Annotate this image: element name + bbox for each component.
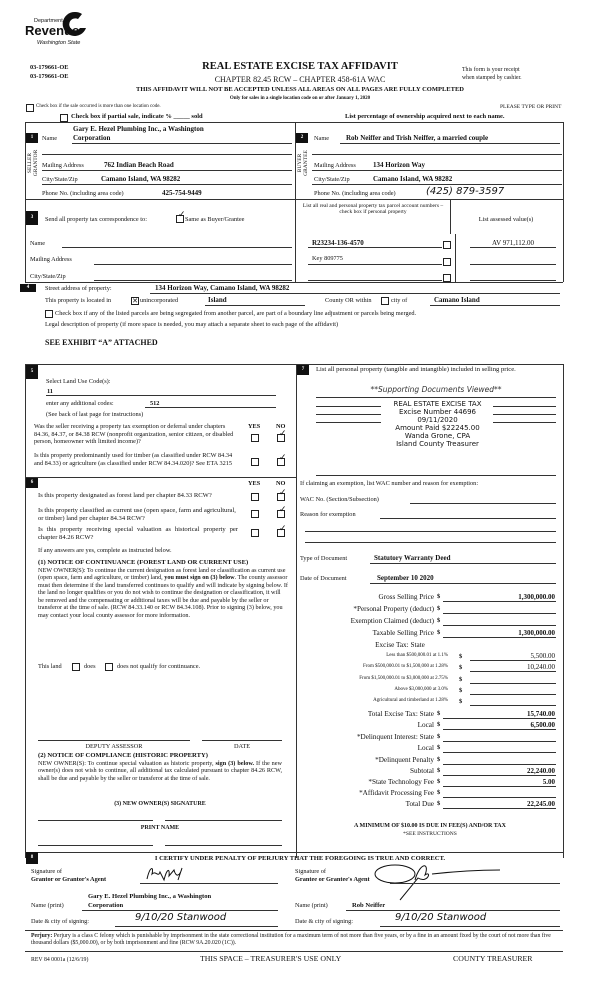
grantee-date-city[interactable]: 9/10/20 Stanwood [395,912,487,923]
tax-line [443,741,556,742]
personal-property-checkbox[interactable] [443,241,451,249]
tax-line [470,671,556,672]
doc-date[interactable]: September 10 2020 [377,574,434,582]
tax-line [443,797,556,798]
tax-rate-label: From $500,000.01 to $1,500,000 at 1.28% [363,664,448,670]
currency-sign: $ [437,710,441,717]
currency-sign: $ [437,744,441,751]
same-as-buyer-label: Same as Buyer/Grantee [185,216,245,223]
name-label: Name [42,135,58,142]
deputy-assessor-label: DEPUTY ASSESSOR [85,743,143,750]
tax-line [443,625,556,626]
parcel-number[interactable]: R23234-136-4570 [312,239,364,247]
city-checkbox[interactable] [381,297,389,305]
yes-header: YES [248,480,261,487]
city-of-label: city of [391,297,408,304]
currency-sign: $ [459,698,463,706]
section-number: 5 [26,365,38,379]
doc-type-label: Type of Document [300,555,348,562]
same-as-buyer-checkbox[interactable] [176,215,184,223]
grantee-sig-label: Signature of [295,868,326,875]
tax-row-value[interactable]: 15,740.00 [527,709,555,718]
mailing-label: Mailing Address [42,162,84,169]
doc-date-label: Date of Document [300,575,347,582]
currency-sign: $ [459,653,463,660]
form-id: REV 84 0001a (12/6/19) [31,957,89,963]
section-number: 2 [296,133,308,143]
phone-label: Phone No. (including area code) [42,190,124,197]
tax-row-label: Total Excise Tax: State [367,710,434,718]
treasurer-stamp: REAL ESTATE EXCISE TAX Excise Number 44696 09/11/2020 Amount Paid $22245.00 Wanda Grone, CPA Island County Treasurer [393,400,482,449]
county-or-label: County OR within [325,297,372,304]
treasurer-space-label: THIS SPACE – TREASURER'S USE ONLY [200,954,342,963]
seller-name[interactable]: Gary E. Hezel Plumbing Inc., a Washington [73,125,204,133]
buyer-mailing[interactable]: 134 Horizon Way [373,161,425,169]
name-print-label: Name (print) [295,902,328,909]
logo-dept: Department of [34,18,69,24]
see-instructions-note: *SEE INSTRUCTIONS [403,831,457,837]
page-title: REAL ESTATE EXCISE TAX AFFIDAVIT [202,61,398,72]
tax-rate-value[interactable]: 10,240.00 [527,663,555,672]
section-number: 6 [26,478,38,488]
tax-row-label: *Delinquent Penalty [375,756,434,764]
name-print-label: Name (print) [31,902,64,909]
tax-line [443,808,556,809]
yes-checkbox[interactable] [251,510,259,518]
tax-row-label: *State Technology Fee [368,778,434,786]
tax-row-label: *Affidavit Processing Fee [359,789,434,797]
doc-id: 03-179661-OE [30,64,69,71]
legal-description[interactable]: SEE EXHIBIT “A” ATTACHED [45,338,158,347]
tax-line [470,660,556,661]
buyer-phone[interactable]: (425) 879-3597 [426,186,505,197]
city-label: City/State/Zip [314,176,350,183]
tax-line [443,775,556,776]
tax-row-label: Subtotal [410,767,434,775]
land-use-code[interactable]: 11 [47,388,53,395]
currency-sign: $ [437,605,441,612]
does-checkbox[interactable] [72,663,80,671]
tax-line [443,613,556,614]
tax-line [470,683,556,684]
street-label: Street address of property: [45,285,112,292]
tax-row-value[interactable]: 1,300,000.00 [518,592,555,601]
tax-line [443,764,556,765]
segregated-label: Check box if any of the listed parcels are being segregated from another parcel, are part of a boundary line adjustment or parcels being merged. [55,310,417,317]
tax-rate-value[interactable]: 5,500.00 [530,652,555,660]
seller-side-label: SELLER GRANTOR [27,149,39,177]
grantor-sig-label-2: Grantor or Grantor's Agent [31,876,107,883]
no-checkbox[interactable] [277,493,285,501]
partial-sale-label: Check box if partial sale, indicate % _____ sold [71,113,203,120]
date-label: DATE [233,743,251,750]
notice2-text: NEW OWNER(S): To continue special valuation as historic property, sign (3) below. If the new owner(s) does not wish to continue, all additional tax calculated pursuant to chapter 84.26 RCW, shall be due and payable by the seller or transferor at the time of sale. [38,760,282,782]
property-street[interactable]: 134 Horizon Way, Camano Island, WA 98282 [155,284,290,292]
partial-sale-checkbox[interactable] [60,114,68,122]
grantor-date-city[interactable]: 9/10/20 Stanwood [135,912,227,923]
personal-property-label: List all personal property (tangible and intangible) included in selling price. [316,366,516,373]
doc-id: 03-179661-OE [30,73,69,80]
tax-row-label: Exemption Claimed (deduct) [350,617,434,625]
grantor-name[interactable]: Gary E. Hezel Plumbing Inc., a Washington [88,893,212,900]
if-yes-note: If any answers are yes, complete as instructed below. [38,547,172,554]
currency-sign: $ [437,593,441,600]
tax-line [443,601,556,602]
print-name-label: PRINT NAME [140,825,180,831]
city-value[interactable]: Camano Island [434,296,480,304]
receipt-note: when stamped by cashier. [462,75,522,81]
section-number: 1 [26,133,38,143]
buyer-name[interactable]: Rob Neiffer and Trish Neiffer, a married couple [346,134,489,142]
tax-row-label: *Delinquent Interest: State [356,733,434,741]
logo-revenue: Revenue [25,23,80,38]
please-type-note: PLEASE TYPE OR PRINT [500,104,562,110]
currency-sign: $ [459,675,463,683]
currency-sign: $ [437,733,441,740]
name-label: Name [30,240,46,247]
land-use-label: Select Land Use Code(s): [46,378,111,385]
tax-line [470,694,556,695]
unincorporated-label: unincorporated [140,297,179,304]
currency-sign: $ [459,686,463,694]
grantor-name-2[interactable]: Corporation [88,902,124,909]
currency-sign: $ [437,767,441,774]
tax-row-label: Taxable Selling Price [372,629,434,637]
tax-row-value[interactable]: 6,500.00 [530,720,555,729]
tax-row-label: Local [417,744,434,752]
parcel-number[interactable]: Key 809775 [312,255,343,262]
city-label: City/State/Zip [42,176,78,183]
chapter-line: CHAPTER 82.45 RCW – CHAPTER 458-61A WAC [214,75,386,84]
tax-rate-label: Agricultural and timberland at 1.28% [373,698,448,704]
tax-line [443,718,556,719]
instructions-note: (See back of last page for instructions) [46,411,144,418]
tax-row-label: Gross Selling Price [378,593,434,601]
warning: THIS AFFIDAVIT WILL NOT BE ACCEPTED UNLESS ALL AREAS ON ALL PAGES ARE FULLY COMPLETED [136,86,464,93]
yes-checkbox[interactable] [251,493,259,501]
excise-state-label: Excise Tax: State [375,641,425,649]
mailing-label: Mailing Address [314,162,356,169]
phone-label: Phone No. (including area code) [314,190,396,197]
forest-question: Is this property designated as forest land per chapter 84.33 RCW? [38,492,212,499]
tax-rate-label: Less than $500,000.01 at 1.1% [386,653,448,658]
currency-sign: $ [437,778,441,785]
yes-checkbox[interactable] [251,434,259,442]
tax-rate-label: Above $3,000,000 at 3.0% [394,686,448,692]
tax-row-value[interactable]: 1,300,000.00 [518,628,555,637]
ownership-note: List percentage of ownership acquired next to each name. [345,113,505,120]
seller-city[interactable]: Camano Island, WA 98282 [101,175,181,183]
notice1-title: (1) NOTICE OF CONTINUANCE (FOREST LAND OR CURRENT USE) [38,559,249,566]
tax-row-label: *Personal Property (deduct) [353,605,434,613]
multi-location-checkbox[interactable] [26,104,34,112]
date-city-label: Date & city of signing: [31,918,90,925]
receipt-note: This form is your receipt [462,67,520,73]
date-city-label: Date & city of signing: [295,918,354,925]
currency-sign: $ [437,721,441,728]
tax-line [443,729,556,730]
tax-line [443,752,556,753]
reason-label: Reason for exemption [300,511,356,518]
assessed-header: List assessed value(s) [478,216,534,223]
exemption-question: Was the seller receiving a property tax exemption or deferral under chapters 84.36, 84.37, or 84.38 RCW (nonprofit organization, senior citizen, or disabled person, homeowner with limited income)? [34,423,234,446]
this-land-label: This land [38,663,62,670]
section-number: 4 [20,284,36,292]
no-checkbox[interactable] [277,529,285,537]
tax-row-value[interactable]: 22,245.00 [527,799,555,808]
buyer-city[interactable]: Camano Island, WA 98282 [373,175,453,183]
grantor-sig-label: Signature of [31,868,62,875]
section-number: 7 [297,365,309,375]
tax-row-value[interactable]: 5.00 [542,777,555,786]
timber-question: Is this property predominantly used for timber (as classified under RCW 84.34 and 84.33) or agriculture (as classified under RCW 84.34.020)? See ETA 3215 [34,452,233,467]
historical-question: Is this property receiving special valuation as historical property per chapter 84.26 RCW? [38,526,238,541]
doc-type[interactable]: Statutory Warranty Deed [374,554,451,562]
tax-row-label: Local [417,721,434,729]
single-location-note: Only for sales in a single location code on or after January 1, 2020 [229,96,371,101]
does-not-checkbox[interactable] [105,663,113,671]
currency-sign: $ [437,617,441,624]
segregated-checkbox[interactable] [45,310,53,318]
wac-label: WAC No. (Section/Subsection) [300,496,379,503]
assessed-value[interactable]: AV 971,112.00 [491,239,535,247]
perjury-note: Perjury: Perjury is a class C felony which is punishable by imprisonment in the state correctional institution for a maximum term of not more than five years, or by a fine in an amount fixed by the court of not more than five thousand dollars ($5,000.00), or by both imprisonment and fine (RCW 9A.20.020 (1C)). [31,933,551,946]
notice2-title: (2) NOTICE OF COMPLIANCE (HISTORIC PROPERTY) [38,752,208,759]
tax-row-label: Total Due [405,800,434,808]
does-label: does [84,663,96,670]
mailing-label: Mailing Address [30,256,72,263]
unincorporated-checkbox[interactable]: ✕ [132,297,138,305]
correspondence-label: Send all property tax correspondence to: [45,216,147,223]
seller-mailing[interactable]: 762 Indian Beach Road [104,161,174,169]
no-header: NO [276,480,286,487]
grantee-sig-label-2: Grantee or Grantee's Agent [295,876,370,883]
minimum-due-note: A MINIMUM OF $10.00 IS DUE IN FEE(S) AND/OR TAX [354,823,506,829]
yes-checkbox[interactable] [251,458,259,466]
tax-line [443,786,556,787]
currency-sign: $ [437,800,441,807]
buyer-side-label: BUYER GRANTEE [297,150,309,176]
multi-location-label: Check box if the sale occurred is more than one location code. [36,104,161,109]
grantor-signature[interactable] [142,864,192,884]
yes-header: YES [248,423,261,430]
additional-codes-label: enter any additional codes: [46,400,114,407]
exemption-label: If claiming an exemption, list WAC number and reason for exemption: [300,480,479,487]
personal-property-checkbox[interactable] [443,258,451,266]
notice1-text: NEW OWNER(S): To continue the current designation as forest land or classification as current use (open space, farm and agriculture, or timber) land, you must sign on (3) below. The county assessor must then determine if the land transferred continues to qualify and will indicate by signing below. If the land no longer qualifies or you do not wish to continue the designation or classification, it will be removed and the compensating or additional taxes will be due and payable by the seller or transferor at the time of sale. (RCW 84.33.140 or RCW 84.34.108). Prior to signing (3) below, you may contact your local county assessor for more information. [38,567,288,619]
tax-line [470,705,556,706]
tax-rate-label: From $1,500,000.01 to $3,000,000 at 2.75% [359,675,448,681]
currency-sign: $ [437,789,441,796]
no-checkbox[interactable] [277,458,285,466]
yes-checkbox[interactable] [251,529,259,537]
section-number: 8 [26,852,38,864]
legal-label: Legal description of property (if more space is needed, you may attach a separate sheet to each page of the affidavit) [45,321,339,328]
current-use-question: Is this property classified as current use (open space, farm and agricultural, or timber) land per chapter 84.34 RCW? [38,507,236,522]
does-not-label: does not qualify for continuance. [117,663,201,670]
additional-codes[interactable]: 512 [150,400,160,407]
located-label: This property is located in [45,297,112,304]
county-value[interactable]: Island [208,296,227,304]
no-checkbox[interactable] [277,434,285,442]
grantee-name[interactable]: Rob Neiffer [352,902,386,909]
currency-sign: $ [437,756,441,763]
seller-name-2[interactable]: Corporation [73,134,111,142]
currency-sign: $ [437,629,441,636]
county-treasurer-label: COUNTY TREASURER [453,954,533,963]
name-label: Name [314,135,330,142]
certify-statement: I CERTIFY UNDER PENALTY OF PERJURY THAT THE FOREGOING IS TRUE AND CORRECT. [154,855,446,862]
section-number: 3 [26,211,38,225]
no-checkbox[interactable] [277,510,285,518]
personal-property-checkbox[interactable] [443,274,451,282]
currency-sign: $ [459,664,463,672]
city-label: City/State/Zip [30,273,66,280]
tax-row-value[interactable]: 22,240.00 [527,766,555,775]
logo-state: Washington State [37,40,81,46]
no-header: NO [276,423,286,430]
seller-phone[interactable]: 425-754-9449 [162,189,202,197]
new-owner-signature-label: (3) NEW OWNER(S) SIGNATURE [114,801,206,807]
supporting-docs-stamp: **Supporting Documents Viewed** [370,385,502,394]
parcel-header: List all real and personal property tax parcel account numbers – check box if personal property [302,203,444,216]
tax-line [443,637,556,638]
